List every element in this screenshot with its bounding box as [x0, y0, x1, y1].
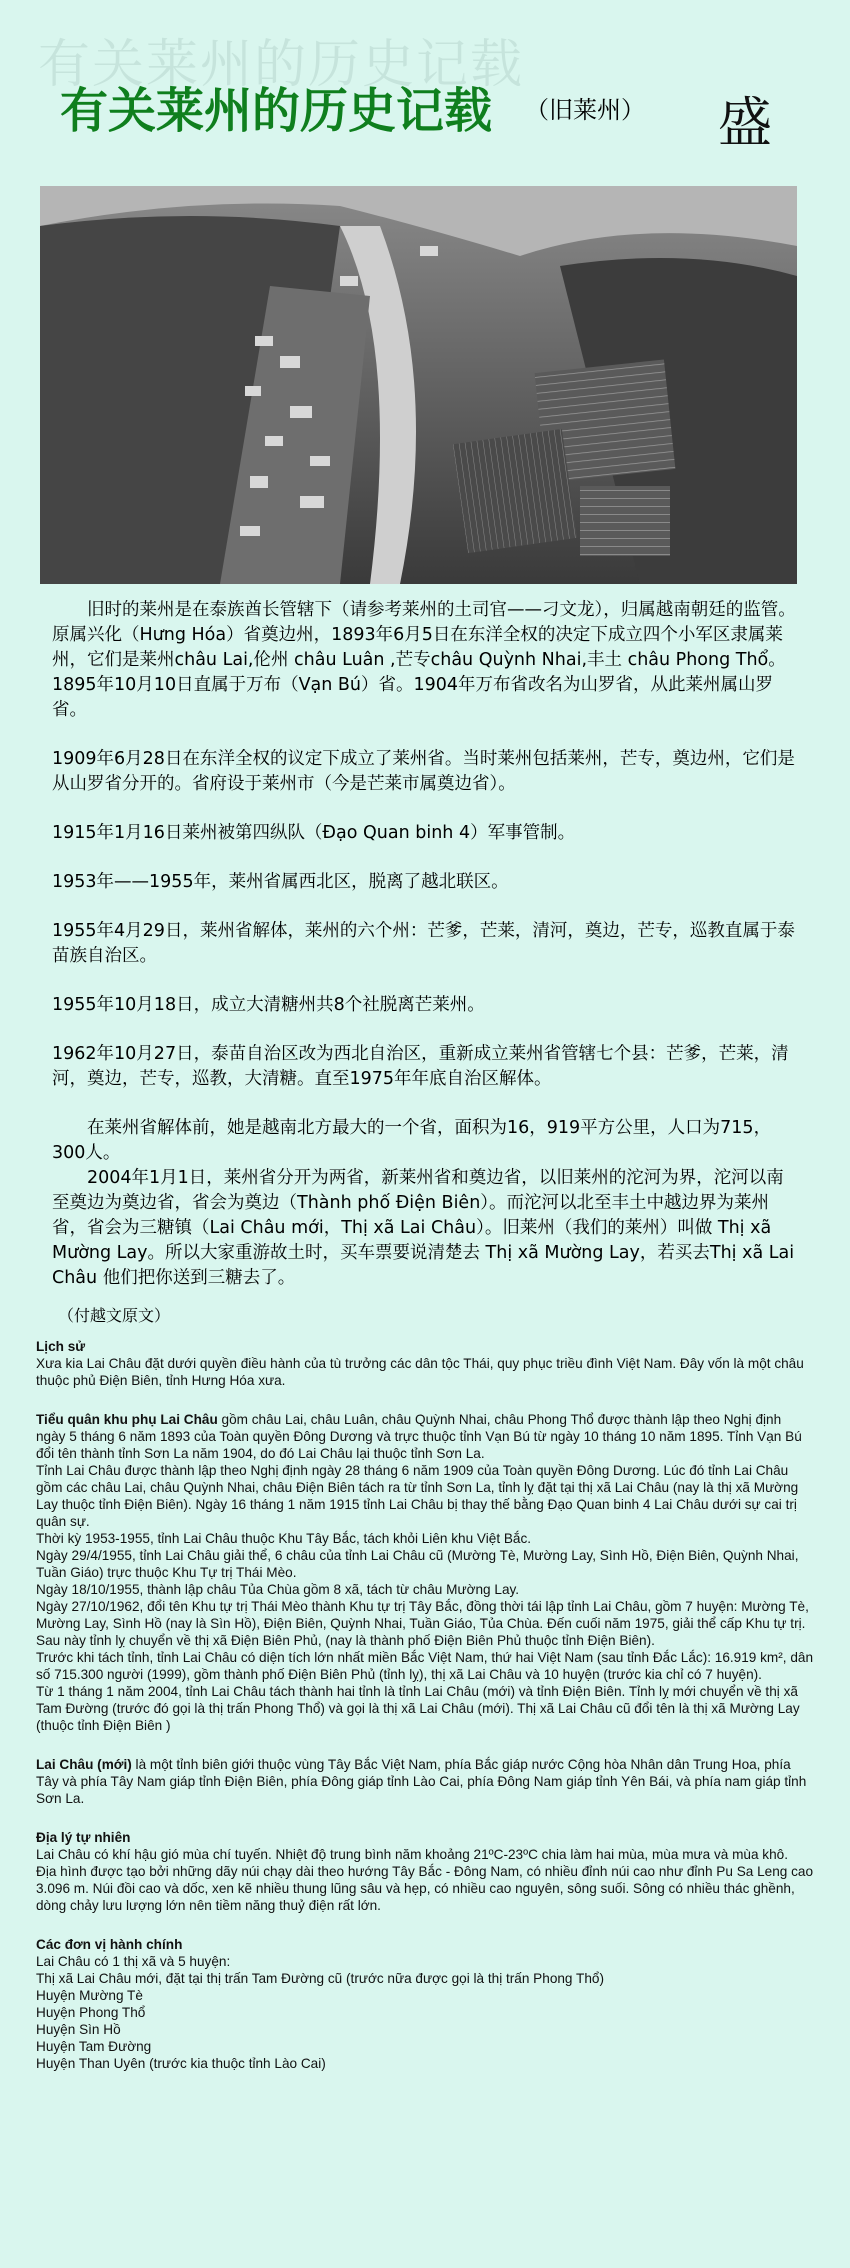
vi-line: Ngày 29/4/1955, tỉnh Lai Châu giải thể, 6 châu của tỉnh Lai Châu cũ (Mường Tè, Mường Lay, Sình Hồ, Điện Biên, Quỳnh Nhai, Tuần Giáo) trực thuộc Khu Tự trị Thái Mèo.: [36, 1548, 799, 1580]
vi-line: Lai Châu có khí hậu gió mùa chí tuyến. Nhiệt độ trung bình năm khoảng 21ºC-23ºC chia làm hai mùa, mùa mưa và mùa khô.: [36, 1847, 788, 1862]
article-body: [0, 598, 850, 2094]
aerial-photo-icon: [40, 186, 797, 584]
vi-line: Huyện Than Uyên (trước kia thuộc tỉnh Lào Cai): [36, 2056, 326, 2071]
vi-line: Từ 1 tháng 1 năm 2004, tỉnh Lai Châu tách thành hai tỉnh là tỉnh Lai Châu (mới) và tỉnh Điện Biên. Tỉnh lỵ mới chuyển về thị xã Tam Đường (trước đó gọi là thị trấn Phong Thổ) và gọi là thị xã Lai Châu (mới). Thị xã Lai Châu cũ đổi tên là thị xã Mường Lay (thuộc tỉnh Điện Biên ): [36, 1684, 800, 1733]
vi-line: Ngày 27/10/1962, đổi tên Khu tự trị Thái Mèo thành Khu tự trị Tây Bắc, đồng thời tái lập tỉnh Lai Châu, gồm 7 huyện: Mường Tè, Mường Lay, Sình Hồ (nay là Sìn Hồ), Điện Biên, Quỳnh Nhai, Tuần Giáo, Tủa Chùa. Đến cuối năm 1975, giải thể cấp Khu tự trị.: [36, 1599, 809, 1631]
page-title: 有关莱州的历史记载: [60, 83, 493, 139]
vi-line: Lai Châu có 1 thị xã và 5 huyện:: [36, 1954, 231, 1969]
section-military: [36, 1411, 814, 1734]
vi-line-text: là một tỉnh biên giới thuộc vùng Tây Bắc Việt Nam, phía Bắc giáp nước Cộng hòa Nhân dân Trung Hoa, phía Tây và phía Tây Nam giáp tỉnh Điện Biên, phía Đông giáp tỉnh Lào Cai, phía Đông Nam giáp tỉnh Yên Bái, và phía nam giáp tỉnh Sơn La.: [36, 1757, 807, 1806]
vi-line: Trước khi tách tỉnh, tỉnh Lai Châu có diện tích lớn nhất miền Bắc Việt Nam, thứ hai Việt Nam (sau tỉnh Đắc Lắc): 16.919 km², dân số 715.300 người (1999), gồm thành phố Điện Biên Phủ (tỉnh lỵ), thị xã Lai Châu và 10 huyện (trước kia chỉ có 7 huyện).: [36, 1650, 814, 1682]
vi-line: [36, 1756, 814, 1807]
translation-note: （付越文原文）: [58, 1306, 171, 1325]
vi-line: Sau này tỉnh lỵ chuyển về thị xã Điện Biên Phủ, (nay là thành phố Điện Biên Phủ thuộc tỉnh Điện Biên).: [36, 1633, 655, 1648]
vi-line: Huyện Tam Đường: [36, 2039, 152, 2054]
vi-line: Tỉnh Lai Châu được thành lập theo Nghị định ngày 28 tháng 6 năm 1909 của Toàn quyền Đông Dương. Lúc đó tỉnh Lai Châu gồm các châu Lai, châu Quỳnh Nhai, châu Điện Biên tách ra từ tỉnh Sơn La, tỉnh lỵ đặt tại thị xã Lai Châu (nay là thị xã Mường Lay thuộc tỉnh Điện Biên). Ngày 16 tháng 1 năm 1915 tỉnh Lai Châu bị thay thế bằng Đạo Quan binh 4 Lai Châu dưới sự cai trị quân sự.: [36, 1463, 799, 1529]
vi-line: Thời kỳ 1953-1955, tỉnh Lai Châu thuộc Khu Tây Bắc, tách khỏi Liên khu Việt Bắc.: [36, 1531, 532, 1546]
paragraph: 1953年——1955年，莱州省属西北区，脱离了越北联区。: [52, 872, 509, 892]
section-heading: Tiểu quân khu phụ Lai Châu: [36, 1412, 218, 1427]
section-heading: Lai Châu (mới): [36, 1757, 132, 1772]
paragraph: 1955年10月18日，成立大清糖州共8个社脱离芒莱州。: [52, 995, 485, 1015]
vi-line: Huyện Phong Thổ: [36, 2005, 146, 2020]
vi-line-text: gồm châu Lai, châu Luân, châu Quỳnh Nhai, châu Phong Thổ được thành lập theo Nghị định ngày 5 tháng 6 năm 1893 của Toàn quyền Đông Dương và trực thuộc tỉnh Vạn Bú từ ngày 10 tháng 10 năm 1895. Tỉnh Vạn Bú đổi tên thành tỉnh Sơn La năm 1904, do đó Lai Châu lại thuộc tỉnh Sơn La.: [36, 1412, 802, 1461]
paragraph: 旧时的莱州是在泰族酋长管辖下（请参考莱州的土司官——刁文龙），归属越南朝廷的监管。原属兴化（Hưng Hóa）省奠边州，1893年6月5日在东洋全权的决定下成立四个小军区隶属莱州，它们是莱州châu Lai,伦州 châu Luân ,芒专châu Quỳnh Nhai,丰土 châu Phong Thổ。1895年10月10日直属于万布（Vạn Bú）省。1904年万布省改名为山罗省，从此莱州属山罗省。: [52, 600, 796, 720]
page-subtitle: （旧莱州）: [525, 96, 645, 124]
section-administrative: [36, 1936, 814, 2072]
section-geography: [36, 1829, 814, 1914]
vi-line: Huyện Sìn Hồ: [36, 2022, 121, 2037]
page-header: [0, 0, 850, 175]
vi-line: Thị xã Lai Châu mới, đặt tại thị trấn Tam Đường cũ (trước nữa được gọi là thị trấn Phong Thổ): [36, 1971, 604, 1986]
paragraph: 1915年1月16日莱州被第四纵队（Đạo Quan binh 4）军事管制。: [52, 823, 576, 843]
section-heading: Các đơn vị hành chính: [36, 1937, 183, 1952]
paragraph: 在莱州省解体前，她是越南北方最大的一个省，面积为16，919平方公里，人口为715，300人。: [52, 1118, 772, 1163]
paragraph: 1962年10月27日，泰苗自治区改为西北自治区，重新成立莱州省管辖七个县：芒爹，芒莱，清河，奠边，芒专，巡教，大清糖。直至1975年年底自治区解体。: [52, 1044, 789, 1089]
chinese-text: [52, 598, 798, 1291]
paragraph: 1909年6月28日在东洋全权的议定下成立了莱州省。当时莱州包括莱州，芒专，奠边州，它们是从山罗省分开的。省府设于莱州市（今是芒莱市属奠边省）。: [52, 749, 795, 794]
section-heading: Lịch sử: [36, 1339, 86, 1354]
vi-line: [36, 1411, 814, 1462]
section-new-lai-chau: [36, 1756, 814, 1807]
vi-line: Ngày 18/10/1955, thành lập châu Tủa Chùa gồm 8 xã, tách từ châu Mường Lay.: [36, 1582, 520, 1597]
vi-line: Địa hình được tạo bởi những dãy núi chạy dài theo hướng Tây Bắc - Đông Nam, có nhiều đỉnh núi cao như đỉnh Pu Sa Leng cao 3.096 m. Núi đồi cao và dốc, xen kẽ nhiều thung lũng sâu và hẹp, có nhiều cao nguyên, sông suối. Sông có nhiều thác ghềnh, dòng chảy lưu lượng lớn nên tiềm năng thuỷ điện rất lớn.: [36, 1864, 814, 1913]
vi-line: Huyện Mường Tè: [36, 1988, 143, 2003]
vietnamese-text: [36, 1338, 814, 2072]
vi-line: Xưa kia Lai Châu đặt dưới quyền điều hành của tù trưởng các dân tộc Thái, quy phục triều đình Việt Nam. Đây vốn là một châu thuộc phủ Điện Biên, tỉnh Hưng Hóa xưa.: [36, 1356, 804, 1388]
aerial-photo: [40, 186, 797, 584]
paragraph: 1955年4月29日，莱州省解体，莱州的六个州：芒爹，芒莱，清河，奠边，芒专，巡教直属于泰苗族自治区。: [52, 921, 795, 966]
section-heading: Địa lý tự nhiên: [36, 1830, 131, 1845]
watermark-title: 有关莱州的历史记载: [38, 35, 525, 95]
section-history: [36, 1338, 814, 1389]
seal-character: 盛: [718, 91, 772, 154]
paragraph: 2004年1月1日，莱州省分开为两省，新莱州省和奠边省，以旧莱州的沱河为界，沱河以南至奠边为奠边省，省会为奠边（Thành phố Điện Biên）。而沱河以北至丰土中越边界为莱州省，省会为三糖镇（Lai Châu mới，Thị xã Lai Châu）。旧莱州（我们的莱州）叫做 Thị xã Mường Lay。所以大家重游故土时，买车票要说清楚去 Thị xã Mường Lay，若买去Thị xã Lai Châu 他们把你送到三糖去了。: [52, 1168, 795, 1288]
